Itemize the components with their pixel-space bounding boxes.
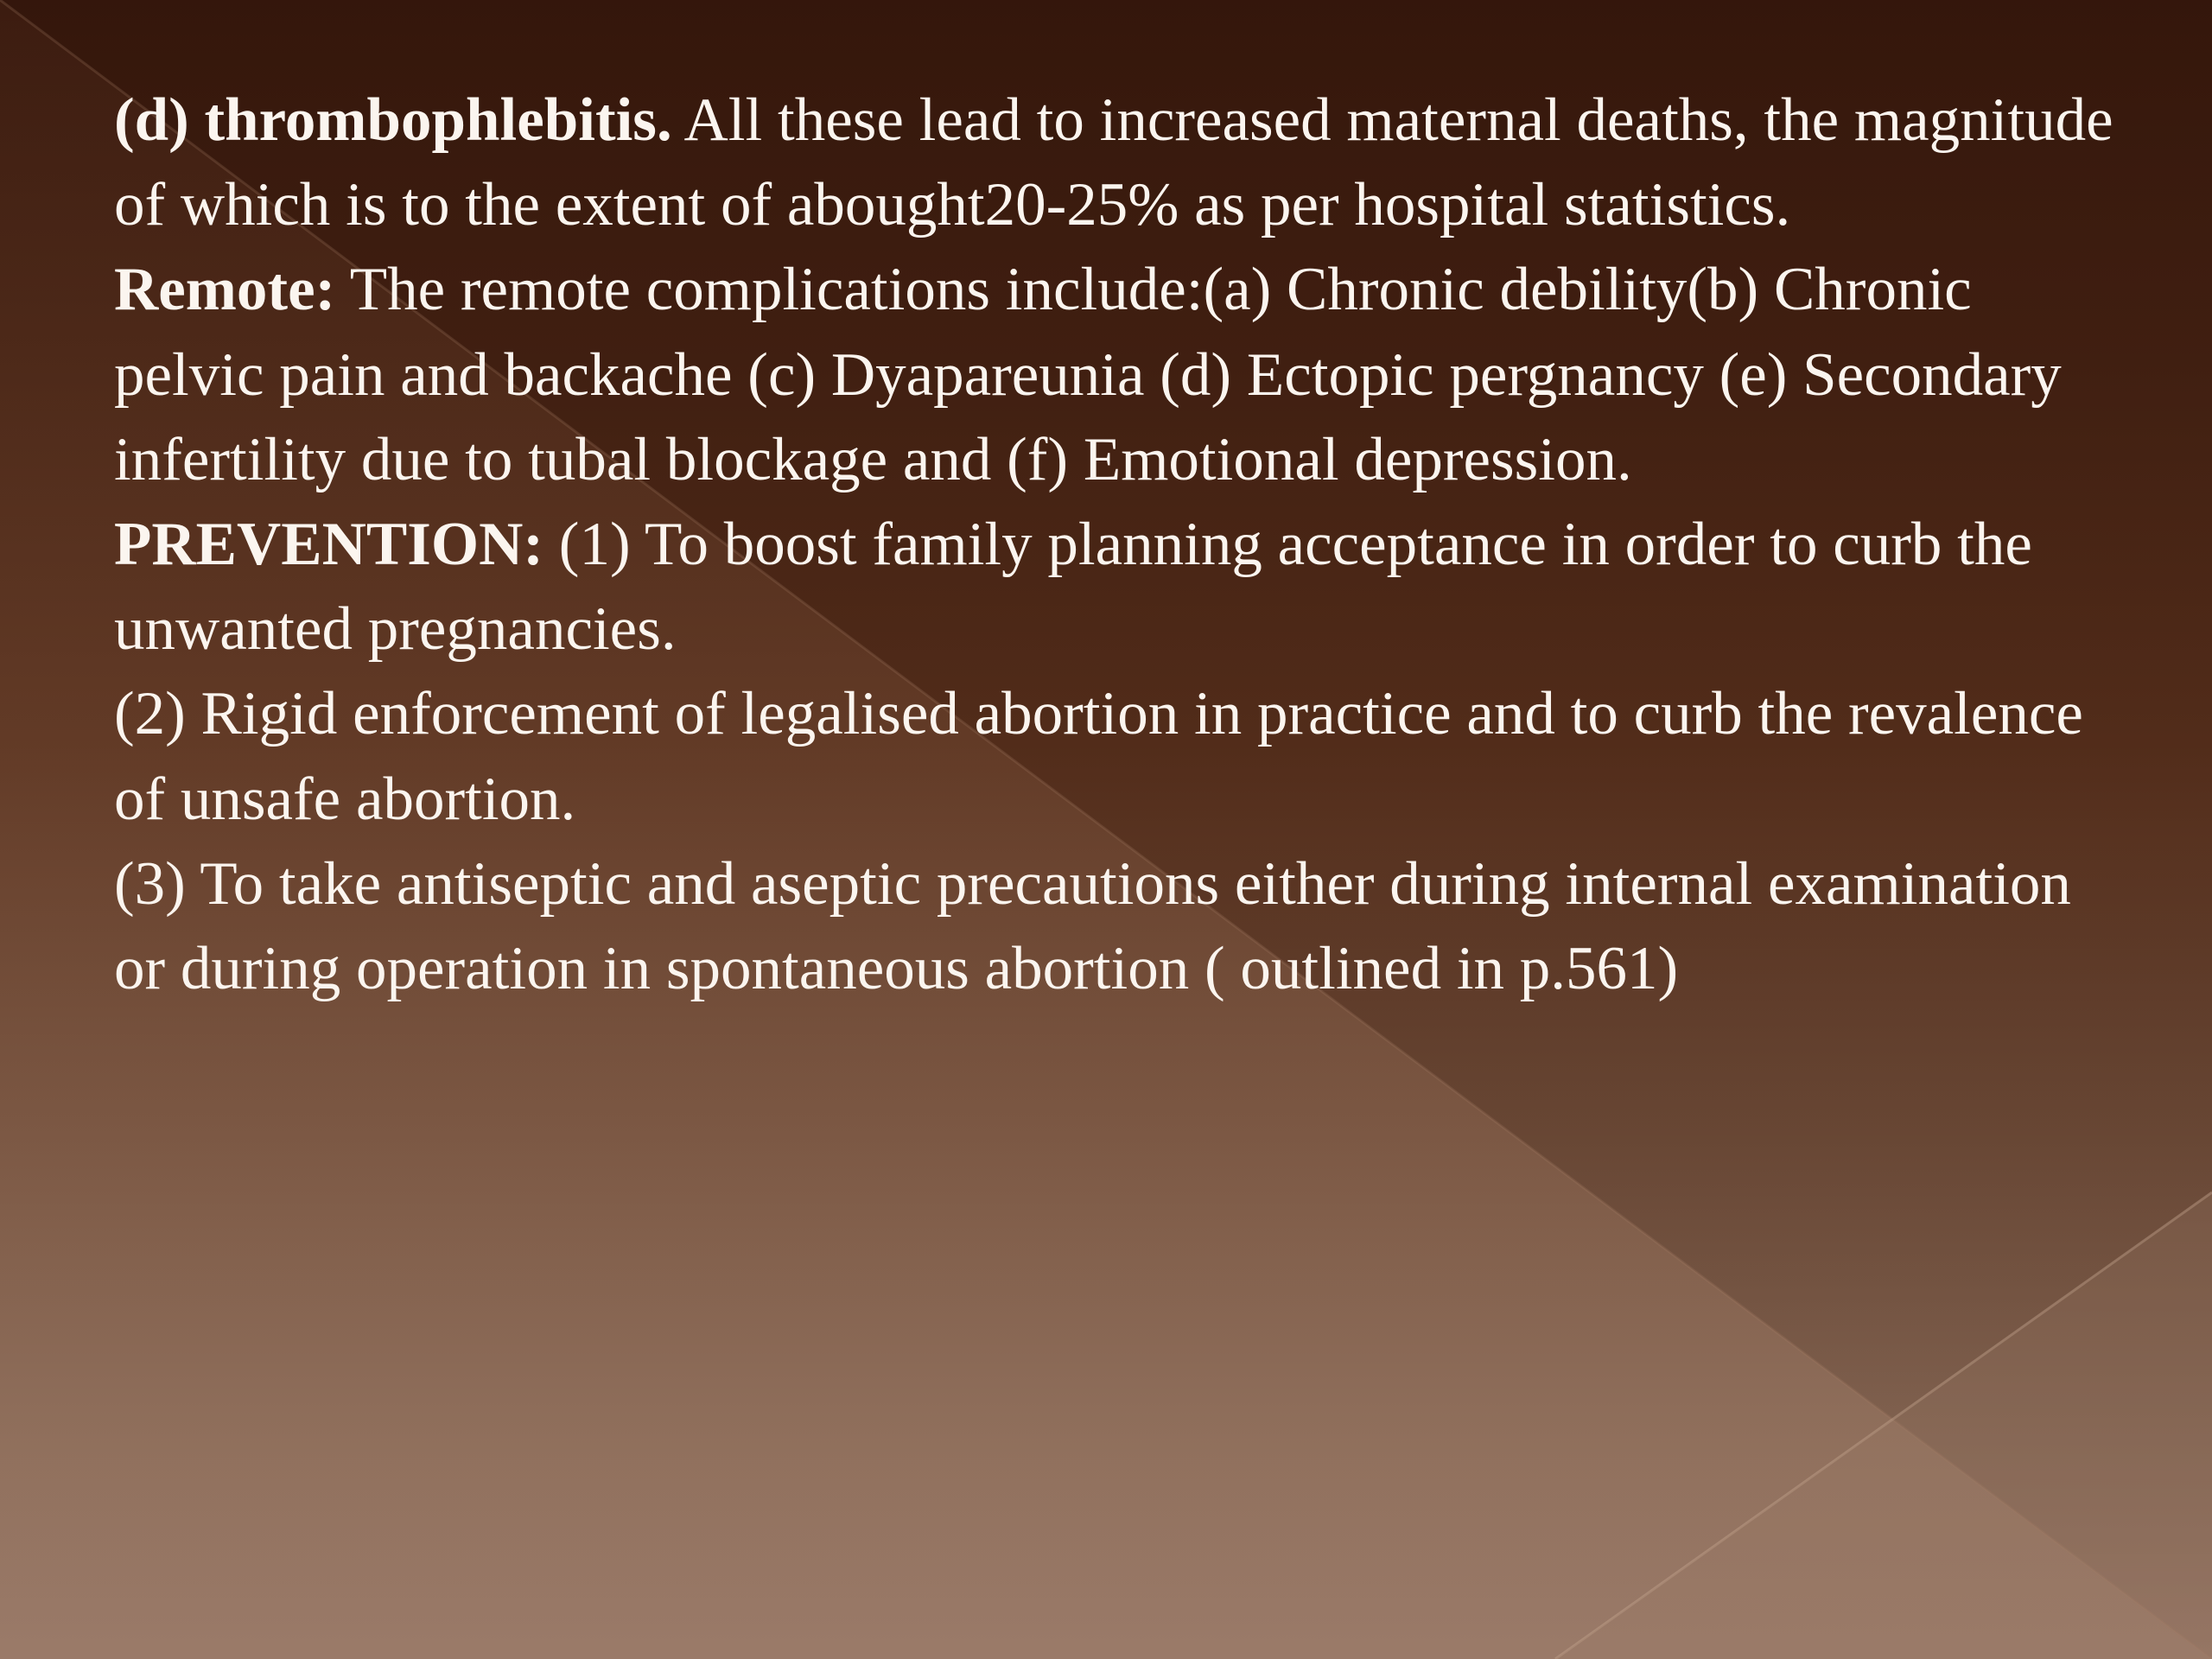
paragraph-prevention-2 bbox=[114, 671, 2119, 841]
paragraph-prevention-3 bbox=[114, 842, 2119, 1011]
paragraph-prevention-1 bbox=[114, 502, 2119, 671]
paragraph-remote bbox=[114, 247, 2119, 502]
paragraph-body: The remote complications include:(a) Chronic debility(b) Chronic pelvic pain and backache (c) Dyapareunia (d) Ectopic pergnancy (e) Secondary infertility due to tubal blockage and (f) Emotional depression. bbox=[114, 256, 2062, 493]
paragraph-lead: PREVENTION: bbox=[114, 511, 544, 579]
paragraph-body: (3) To take antiseptic and aseptic precautions either during internal examination or during operation in spontaneous abortion ( outlined in p.561) bbox=[114, 849, 2071, 1003]
paragraph-body: All these lead to increased maternal deaths, the magnitude of which is to the extent of abought20-25% as per hospital statistics. bbox=[114, 86, 2113, 239]
paragraph-body: (2) Rigid enforcement of legalised abortion in practice and to curb the revalence of unsafe abortion. bbox=[114, 680, 2083, 833]
paragraph-lead: Remote: bbox=[114, 256, 336, 324]
slide-body-text bbox=[114, 78, 2119, 1011]
paragraph-body: (1) To boost family planning acceptance in order to curb the unwanted pregnancies. bbox=[114, 511, 2032, 664]
paragraph-complications bbox=[114, 78, 2119, 247]
paragraph-lead: (d) thrombophlebitis. bbox=[114, 86, 672, 154]
